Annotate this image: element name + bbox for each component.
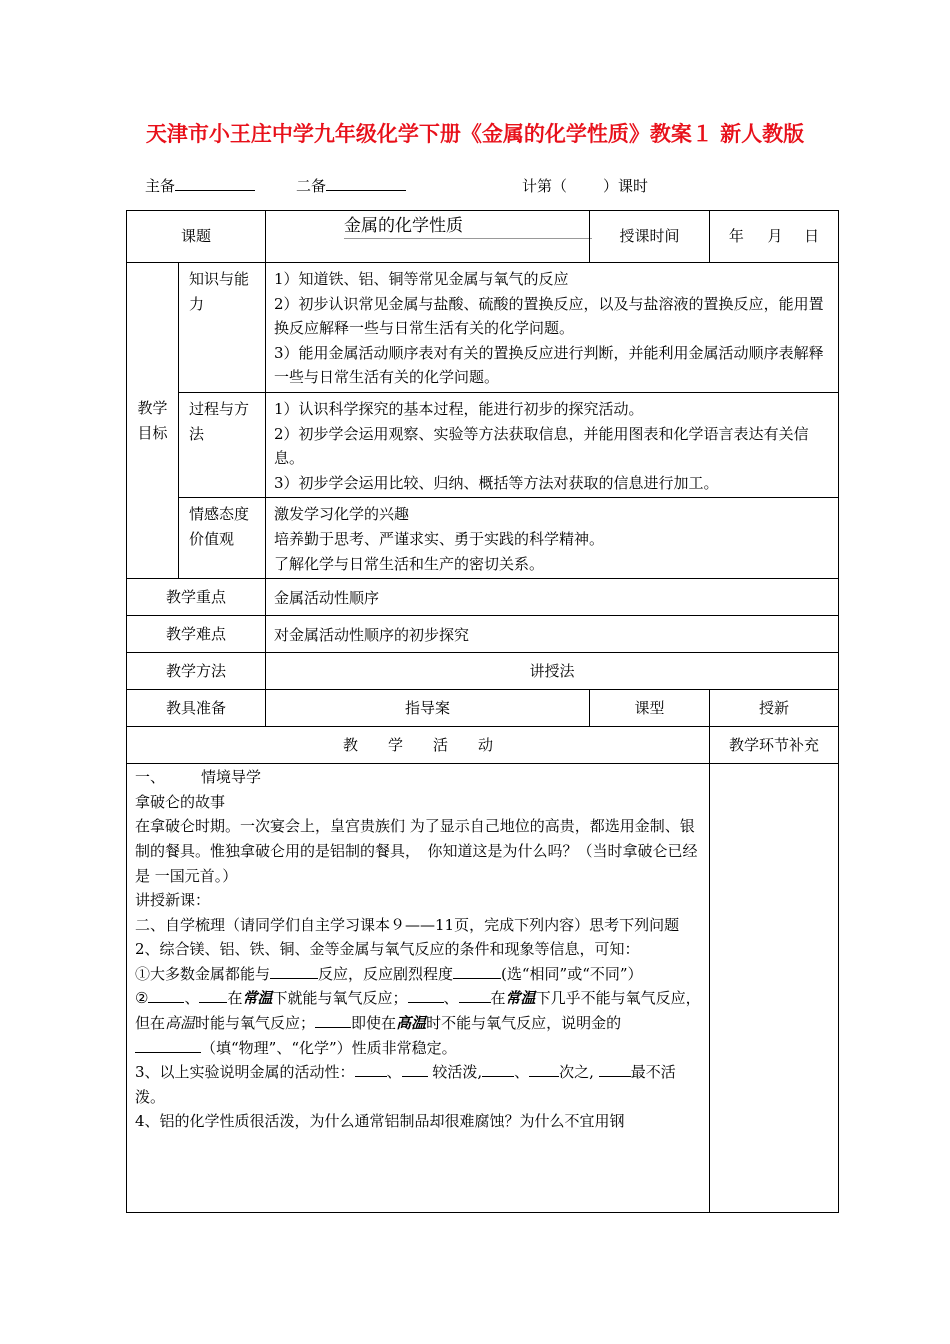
key-point-label: 教学重点: [127, 579, 266, 616]
lesson-plan-table: [126, 210, 839, 1213]
topic-cell: [266, 211, 590, 263]
goal-emotion-row: [127, 498, 839, 579]
activity-row: [127, 764, 839, 1213]
difficulty-value: 对金属活动性顺序的初步探究: [266, 616, 839, 653]
tools-label: 教具准备: [127, 690, 266, 727]
question-2b: ② 、 在常温下就能与氧气反应； 、 在常温下几乎不能与氧气反应， 但在高温时能与氧气反应； 即使在高温时不能与氧气反应，说明金的: [135, 986, 703, 1035]
supplement-cell[interactable]: [710, 764, 839, 1213]
topic-row: [127, 211, 839, 263]
tools-row: [127, 690, 839, 727]
blank[interactable]: [529, 1060, 559, 1077]
question-3: 3、以上实验说明金属的活动性： 、 较活泼, 、 次之, 最不活泼。: [135, 1060, 703, 1109]
emotion-line-1: 激发学习化学的兴趣: [274, 505, 410, 524]
goal-knowledge-row: [127, 263, 839, 393]
key-point-row: [127, 579, 839, 616]
goal-process-row: [127, 392, 839, 497]
knowledge-label: 知识与能力: [179, 263, 266, 393]
blank[interactable]: [402, 1060, 428, 1077]
method-row: [127, 653, 839, 690]
goals-label: 教学目标: [127, 263, 179, 579]
activity-header: 教 学 活 动: [127, 727, 710, 764]
erbei-blank[interactable]: [326, 176, 406, 191]
process-line-2: 2）初步学会运用观察、实验等方法获取信息，并能用图表和化学语言表达有关信息。: [274, 424, 809, 468]
blank[interactable]: [315, 1011, 351, 1028]
knowledge-line-3: 3）能用金属活动顺序表对有关的置换反应进行判断，并能利用金属活动顺序表解释一些与日常生活有关的化学问题。: [274, 343, 824, 387]
difficulty-row: [127, 616, 839, 653]
blank[interactable]: [453, 962, 501, 979]
zhubei-label: 主备: [145, 177, 176, 195]
story-text: 在拿破仑时期。一次宴会上，皇宫贵族们 为了显示自己地位的高贵，都选用金制、银 制的餐具。惟独拿破仑用的是铝制的餐具， 你知道这是为什么吗？（当时拿破仑已经是 一国元首。）: [135, 817, 698, 885]
blank[interactable]: [199, 986, 227, 1003]
document-title: 天津市小王庄中学九年级化学下册《金属的化学性质》教案１ 新人教版: [145, 122, 805, 146]
knowledge-line-1: 1）知道铁、铝、铜等常见金属与氧气的反应: [274, 270, 569, 288]
supplement-header: 教学环节补充: [710, 727, 839, 764]
date-cell: [710, 211, 839, 263]
lesson-type-value: 授新: [710, 690, 839, 727]
knowledge-content: [266, 263, 839, 393]
question-2c: （填“物理”、“化学”）性质非常稳定。: [135, 1036, 703, 1061]
activity-content: [127, 764, 724, 1213]
difficulty-label: 教学难点: [127, 616, 266, 653]
blank[interactable]: [408, 986, 444, 1003]
blank[interactable]: [355, 1060, 387, 1077]
emotion-label: 情感态度价值观: [179, 498, 266, 579]
blank[interactable]: [459, 986, 491, 1003]
process-content: [266, 392, 839, 497]
erbei-label: 二备: [296, 177, 327, 195]
question-2-intro: 2、综合镁、铝、铁、铜、金等金属与氧气反应的条件和现象等信息，可知：: [135, 940, 640, 959]
process-line-1: 1）认识科学探究的基本过程，能进行初步的探究活动。: [274, 399, 644, 418]
section-2-heading: 二、自学梳理（请同学们自主学习课本９——11页，完成下列内容）思考下列问题: [135, 915, 680, 934]
process-line-3: 3）初步学会运用比较、归纳、概括等方法对获取的信息进行加工。: [274, 473, 719, 492]
date-year: 年: [728, 227, 744, 246]
lesson-count-open: 计第（: [522, 177, 568, 195]
key-point-value: 金属活动性顺序: [266, 579, 839, 616]
emotion-content: [266, 498, 839, 579]
lesson-type-label: 课型: [590, 690, 710, 727]
question-2a: ①大多数金属都能与 反应，反应剧烈程度 (选“相同”或“不同”）: [135, 962, 703, 987]
blank[interactable]: [482, 1060, 514, 1077]
tools-value: 指导案: [266, 690, 590, 727]
emotion-line-2: 培养勤于思考、严谨求实、勇于实践的科学精神。: [274, 529, 605, 548]
new-lesson-label: 讲授新课：: [135, 891, 211, 910]
blank[interactable]: [135, 1036, 201, 1053]
topic-label: 课题: [127, 211, 266, 263]
method-value: 讲授法: [266, 653, 839, 690]
date-day: 日: [804, 227, 820, 246]
knowledge-line-2: 2）初步认识常见金属与盐酸、硫酸的置换反应，以及与盐溶液的置换反应，能用置换反应解释一些与日常生活有关的化学问题。: [274, 294, 824, 338]
story-title: 拿破仑的故事: [135, 792, 226, 811]
lesson-count-field: [522, 176, 648, 196]
blank[interactable]: [270, 962, 318, 979]
date-month: 月: [767, 227, 783, 246]
time-label: 授课时间: [590, 211, 710, 263]
method-label: 教学方法: [127, 653, 266, 690]
lesson-count-close: ）课时: [603, 177, 649, 195]
topic-value: 金属的化学性质: [344, 216, 464, 236]
zhubei-blank[interactable]: [175, 176, 255, 191]
erbei-field: [296, 176, 406, 196]
zhubei-field: [145, 176, 255, 196]
process-label: 过程与方法: [179, 392, 266, 497]
blank[interactable]: [599, 1060, 631, 1077]
blank[interactable]: [148, 986, 184, 1003]
question-4: 4、铝的化学性质很活泼，为什么通常铝制品却很难腐蚀？为什么不宜用钢: [135, 1112, 625, 1131]
emotion-line-3: 了解化学与日常生活和生产的密切关系。: [274, 554, 545, 573]
section-1-heading: 一、 情境导学: [135, 768, 262, 787]
activity-header-row: [127, 727, 839, 764]
